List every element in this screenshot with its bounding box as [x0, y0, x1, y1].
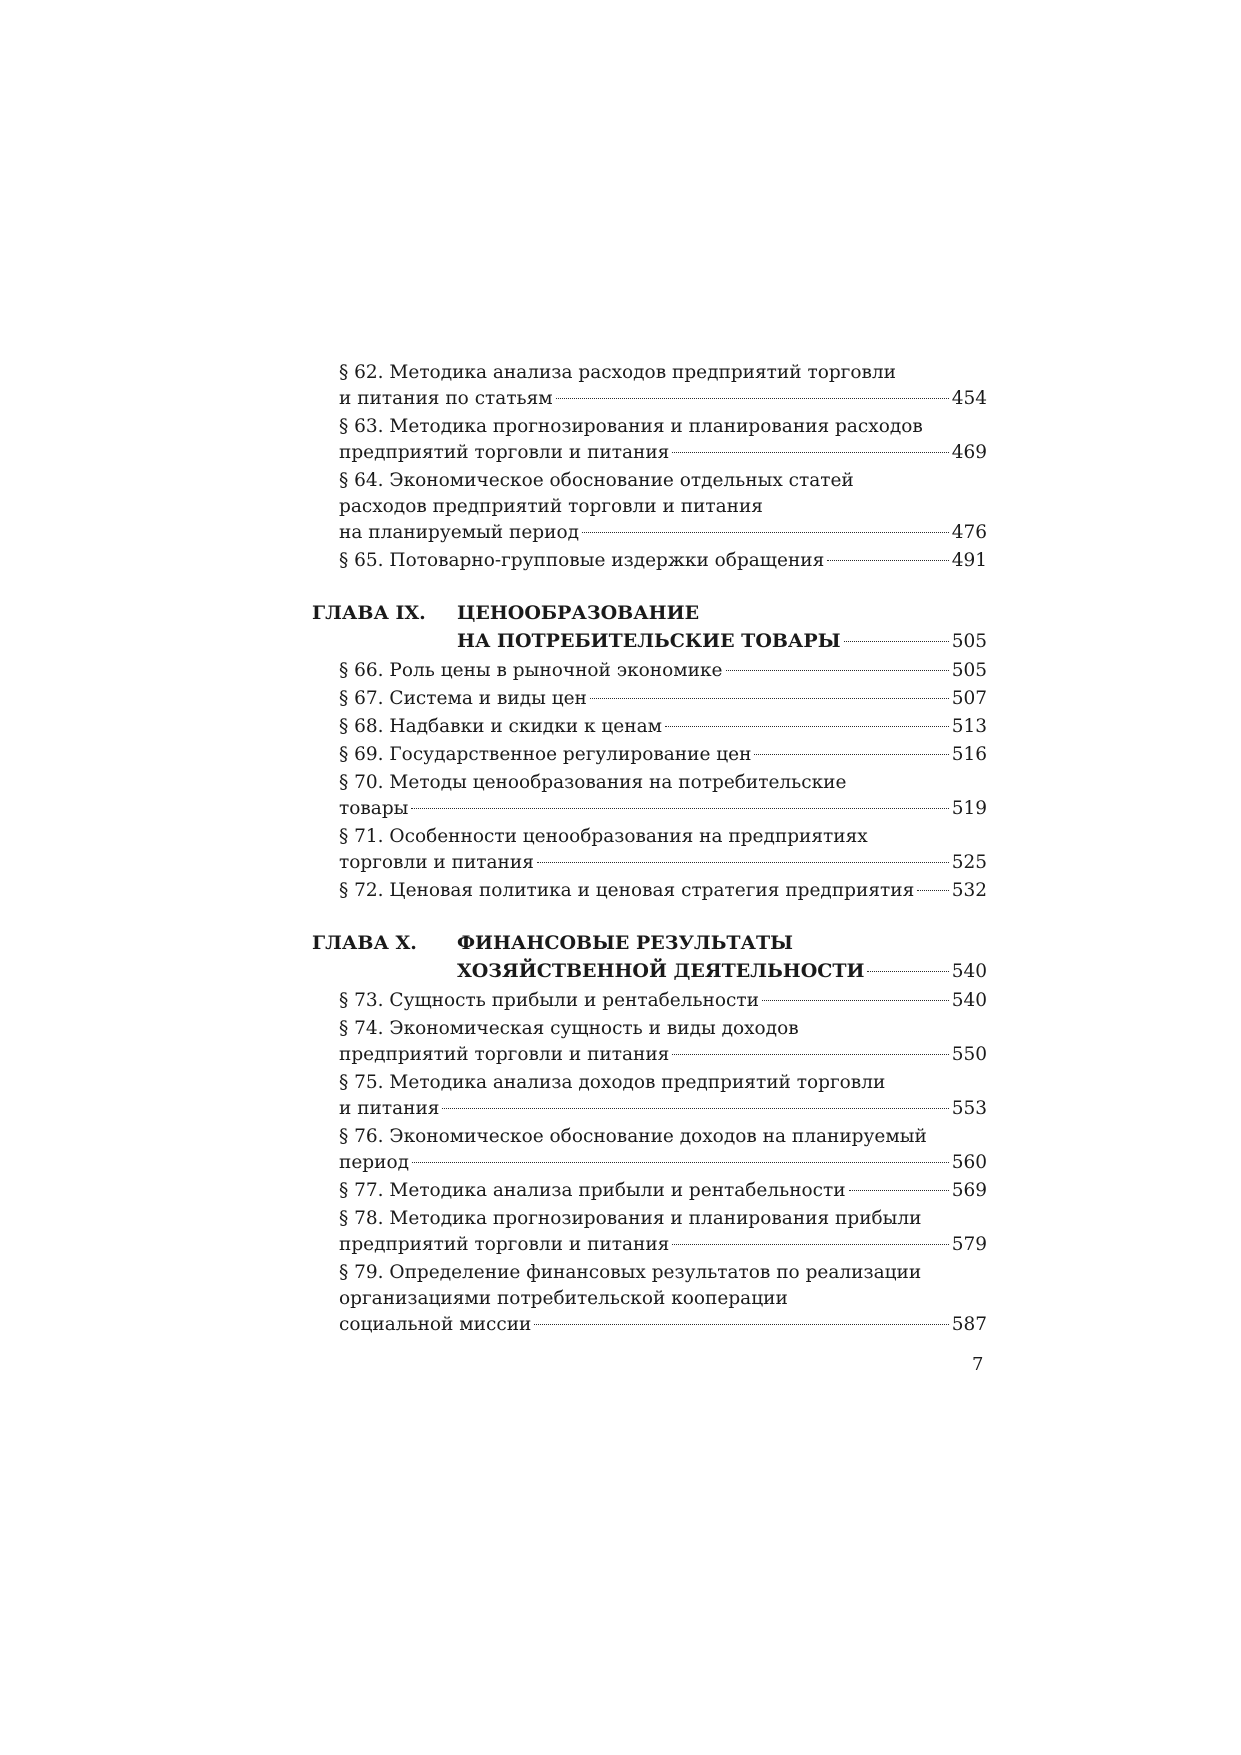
table-of-contents [312, 360, 987, 1340]
entry-page-number: 587 [951, 1314, 987, 1335]
entry-title-line: § 71. Особенности ценообразования на предприятиях [339, 826, 868, 847]
entry-page-number: 550 [951, 1044, 987, 1065]
entry-page-number: 579 [951, 1234, 987, 1255]
chapter-titles [457, 599, 987, 656]
toc-entry [339, 360, 987, 412]
entry-page-number: 469 [951, 442, 987, 463]
toc-entry [339, 988, 987, 1014]
chapter-title-line: НА ПОТРЕБИТЕЛЬСКИЕ ТОВАРЫ [457, 630, 841, 652]
dot-leader [556, 398, 949, 399]
entry-title-line: § 75. Методика анализа доходов предприятий торговли [339, 1072, 886, 1093]
entry-title-line: и питания [339, 1098, 440, 1119]
entry-page-number: 505 [951, 660, 987, 681]
toc-entry [339, 1206, 987, 1258]
chapter-titles [457, 929, 987, 986]
entry-page-number: 525 [951, 852, 987, 873]
chapter-title-last-line [457, 957, 987, 986]
toc-entry [339, 714, 987, 740]
chapter-heading [312, 599, 987, 656]
entry-last-line [339, 1042, 987, 1068]
entry-title-line: § 67. Система и виды цен [339, 688, 587, 709]
chapter-title-line: ХОЗЯЙСТВЕННОЙ ДЕЯТЕЛЬНОСТИ [457, 960, 865, 982]
dot-leader [672, 1244, 948, 1245]
entry-title-line: § 69. Государственное регулирование цен [339, 744, 752, 765]
entry-page-number: 553 [951, 1098, 987, 1119]
entry-title-line: § 74. Экономическая сущность и виды доходов [339, 1018, 799, 1039]
dot-leader [672, 452, 948, 453]
entry-last-line [339, 878, 987, 904]
entry-title-line: расходов предприятий торговли и питания [339, 496, 763, 517]
entry-page-number: 454 [951, 388, 987, 409]
dot-leader [537, 862, 949, 863]
toc-entry [339, 658, 987, 684]
chapter-title-line: ЦЕНООБРАЗОВАНИЕ [457, 602, 700, 624]
entry-title-line: предприятий торговли и питания [339, 1234, 670, 1255]
dot-leader [665, 726, 949, 727]
entry-title-line: период [339, 1152, 409, 1173]
entry-last-line [339, 386, 987, 412]
toc-entry [339, 742, 987, 768]
entry-title-line: § 64. Экономическое обоснование отдельных статей [339, 470, 854, 491]
entry-page-number: 560 [951, 1152, 987, 1173]
entry-title-line: товары [339, 798, 409, 819]
toc-entry [339, 878, 987, 904]
entry-last-line [339, 1232, 987, 1258]
chapter-page-number: 505 [951, 631, 987, 652]
entry-last-line [339, 1150, 987, 1176]
dot-leader [917, 890, 948, 891]
dot-leader [442, 1108, 948, 1109]
entry-page-number: 513 [951, 716, 987, 737]
entry-page-number: 491 [951, 550, 987, 571]
entry-page-number: 540 [951, 990, 987, 1011]
entry-title-line: § 66. Роль цены в рыночной экономике [339, 660, 723, 681]
entry-title-line: § 68. Надбавки и скидки к ценам [339, 716, 663, 737]
entry-title-line: и питания по статьям [339, 388, 553, 409]
toc-entry [339, 824, 987, 876]
toc-entry [339, 1178, 987, 1204]
dot-leader [672, 1054, 948, 1055]
dot-leader [844, 641, 949, 642]
chapter-heading [312, 929, 987, 986]
entry-last-line [339, 1178, 987, 1204]
entry-title-line: § 77. Методика анализа прибыли и рентабельности [339, 1180, 846, 1201]
entry-last-line [339, 796, 987, 822]
toc-entry [339, 1016, 987, 1068]
entry-title-line: § 72. Ценовая политика и ценовая стратегия предприятия [339, 880, 915, 901]
entry-title-line: социальной миссии [339, 1314, 532, 1335]
entry-last-line [339, 548, 987, 574]
dot-leader [827, 560, 948, 561]
dot-leader [867, 971, 948, 972]
entry-last-line [339, 440, 987, 466]
entry-title-line: § 76. Экономическое обоснование доходов на планируемый [339, 1126, 927, 1147]
entry-last-line [339, 658, 987, 684]
toc-entry [339, 1070, 987, 1122]
entry-title-line: предприятий торговли и питания [339, 1044, 670, 1065]
toc-entry [339, 1124, 987, 1176]
chapter-label: ГЛАВА IX. [312, 602, 426, 624]
entry-title-line: § 70. Методы ценообразования на потребительские [339, 772, 847, 793]
chapter-title-last-line [457, 627, 987, 656]
entry-page-number: 507 [951, 688, 987, 709]
entry-title-line: § 79. Определение финансовых результатов по реализации [339, 1262, 922, 1283]
entry-last-line [339, 686, 987, 712]
chapter-title-line: ФИНАНСОВЫЕ РЕЗУЛЬТАТЫ [457, 932, 793, 954]
entry-last-line [339, 742, 987, 768]
entry-title-line: § 73. Сущность прибыли и рентабельности [339, 990, 759, 1011]
dot-leader [534, 1324, 948, 1325]
entry-title-line: предприятий торговли и питания [339, 442, 670, 463]
toc-entry [339, 1260, 987, 1338]
entry-page-number: 516 [951, 744, 987, 765]
dot-leader [411, 808, 948, 809]
chapter-label: ГЛАВА X. [312, 932, 417, 954]
toc-entry [339, 770, 987, 822]
entry-title-line: § 65. Потоварно-групповые издержки обращения [339, 550, 825, 571]
entry-title-line: § 78. Методика прогнозирования и планирования прибыли [339, 1208, 922, 1229]
entry-last-line [339, 1096, 987, 1122]
entry-page-number: 519 [951, 798, 987, 819]
chapter-page-number: 540 [951, 961, 987, 982]
page-number: 7 [972, 1354, 984, 1375]
toc-entry [339, 686, 987, 712]
entry-last-line [339, 988, 987, 1014]
entry-title-line: на планируемый период [339, 522, 579, 543]
entry-title-line: торговли и питания [339, 852, 534, 873]
entry-title-line: § 62. Методика анализа расходов предприятий торговли [339, 362, 896, 383]
dot-leader [412, 1162, 949, 1163]
entry-last-line [339, 520, 987, 546]
toc-entry [339, 468, 987, 546]
entry-title-line: организациями потребительской кооперации [339, 1288, 788, 1309]
dot-leader [582, 532, 949, 533]
entry-page-number: 476 [951, 522, 987, 543]
dot-leader [726, 670, 949, 671]
entry-last-line [339, 850, 987, 876]
entry-page-number: 569 [951, 1180, 987, 1201]
entry-last-line [339, 714, 987, 740]
toc-entry [339, 414, 987, 466]
entry-page-number: 532 [951, 880, 987, 901]
entry-last-line [339, 1312, 987, 1338]
entry-title-line: § 63. Методика прогнозирования и планирования расходов [339, 416, 923, 437]
dot-leader [754, 754, 948, 755]
dot-leader [762, 1000, 949, 1001]
dot-leader [849, 1190, 949, 1191]
dot-leader [590, 698, 949, 699]
toc-entry [339, 548, 987, 574]
